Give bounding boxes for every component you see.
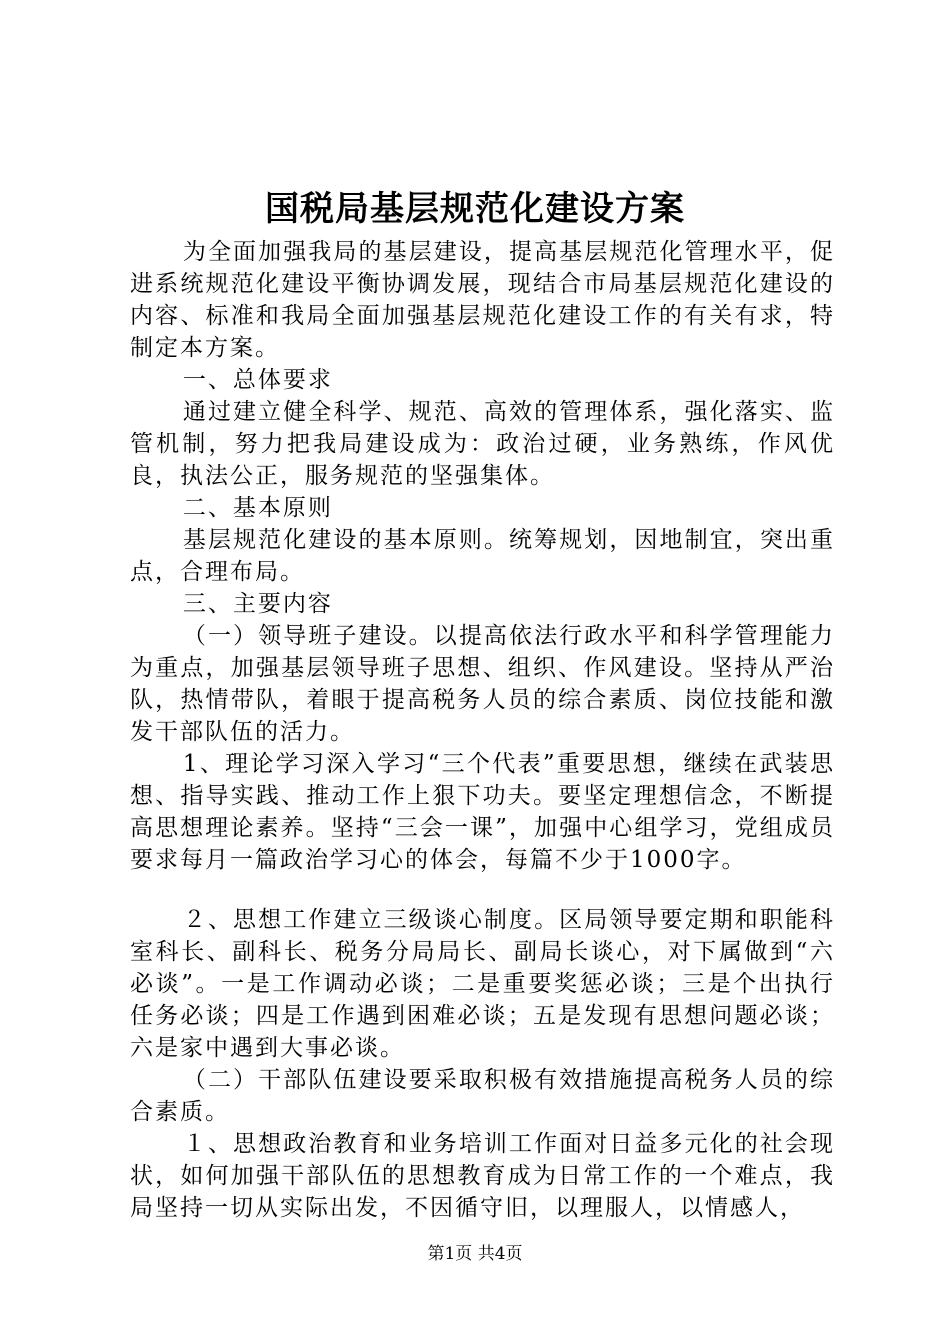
document-title: 国税局基层规范化建设方案	[265, 189, 685, 229]
cadre-team-paragraph: （二）干部队伍建设要采取积极有效措施提高税务人员的综合素质。	[130, 1067, 835, 1125]
leadership-team-paragraph: （一）领导班子建设。以提高依法行政水平和科学管理能力为重点，加强基层领导班子思想、组织、作风建设。坚持从严治队，热情带队，着眼于提高税务人员的综合素质、岗位技能和激发干部队伍的活力。	[130, 623, 835, 745]
theory-study-paragraph: 1、理论学习深入学习“三个代表”重要思想，继续在武装思想、指导实践、推动工作上狠下功夫。要坚定理想信念，不断提高思想理论素养。坚持“三会一课”，加强中心组学习，党组成员要求每月一篇政治学习心的体会，每篇不少于1000字。	[130, 751, 835, 873]
general-requirements-paragraph: 通过建立健全科学、规范、高效的管理体系，强化落实、监管机制，努力把我局建设成为：政治过硬，业务熟练，作风优良，执法公正，服务规范的坚强集体。	[130, 399, 835, 489]
document-body	[130, 236, 835, 1224]
basic-principles-paragraph: 基层规范化建设的基本原则。统筹规划，因地制宜，突出重点，合理布局。	[130, 527, 835, 585]
political-education-paragraph: １、思想政治教育和业务培训工作面对日益多元化的社会现状，如何加强干部队伍的思想教育成为日常工作的一个难点，我局坚持一切从实际出发，不因循守旧，以理服人，以情感人，	[130, 1131, 835, 1221]
section-heading-main-content: 三、主要内容	[182, 591, 333, 617]
ideological-work-paragraph: ２、思想工作建立三级谈心制度。区局领导要定期和职能科室科长、副科长、税务分局局长、副局长谈心，对下属做到“六必谈”。一是工作调动必谈；二是重要奖惩必谈；三是个出执行任务必谈；四是工作遇到困难必谈；五是发现有思想问题必谈；六是家中遇到大事必谈。	[130, 907, 835, 1061]
section-heading-basic-principles: 二、基本原则	[182, 495, 333, 521]
intro-paragraph: 为全面加强我局的基层建设，提高基层规范化管理水平，促进系统规范化建设平衡协调发展，现结合市局基层规范化建设的内容、标准和我局全面加强基层规范化建设工作的有关有求，特制定本方案。	[130, 239, 835, 361]
page-number-footer: 第1页 共4页	[427, 1244, 523, 1264]
section-heading-general-requirements: 一、总体要求	[182, 367, 333, 393]
